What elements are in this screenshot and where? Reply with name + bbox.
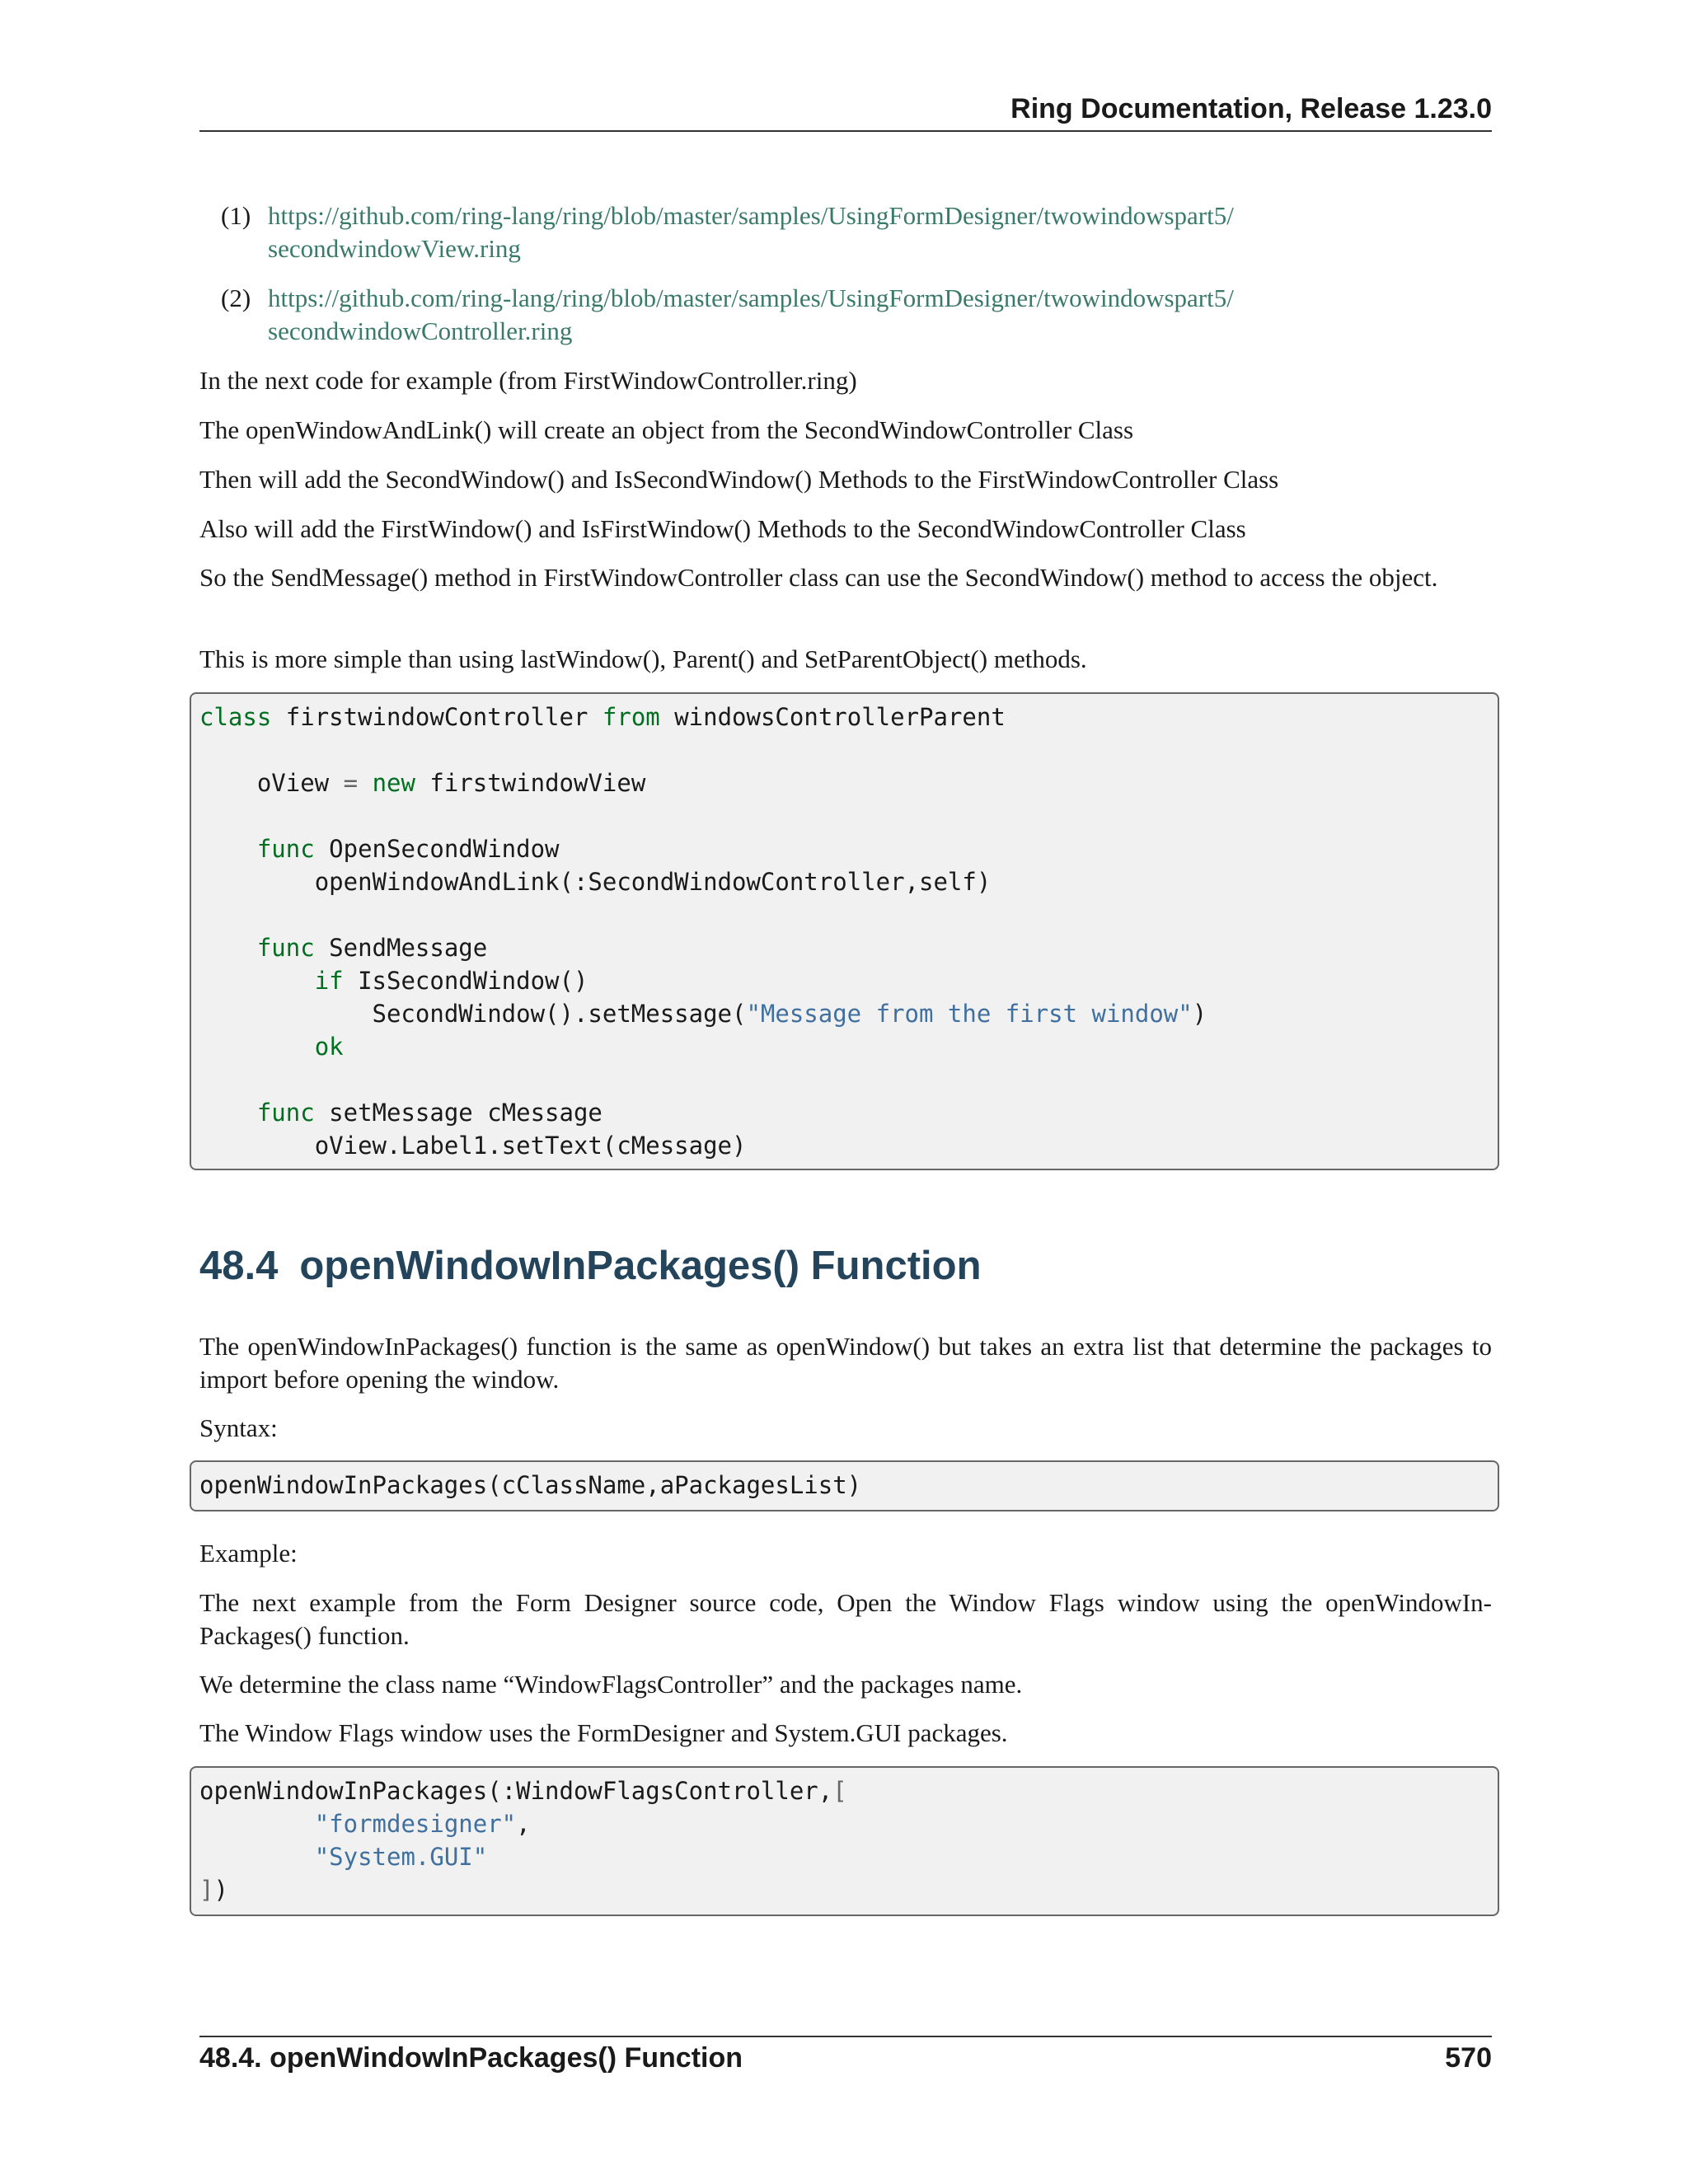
paragraph: Then will add the SecondWindow() and IsSecondWindow() Methods to the FirstWindowController Class bbox=[199, 465, 1279, 494]
paragraph: This is more simple than using lastWindow(), Parent() and SetParentObject() methods. bbox=[199, 644, 1087, 673]
page-number: 570 bbox=[1445, 2042, 1492, 2074]
code-block-controller bbox=[190, 692, 1499, 1170]
section-intro: The openWindowInPackages() function is the same as openWindow() but takes an extra list that determine the packages to import before opening the window. bbox=[199, 1332, 1492, 1394]
paragraph: We determine the class name “WindowFlagsController” and the packages name. bbox=[199, 1670, 1023, 1699]
paragraph: Also will add the FirstWindow() and IsFirstWindow() Methods to the SecondWindowController Class bbox=[199, 514, 1246, 543]
section-heading bbox=[199, 1243, 982, 1289]
list-number: (2) bbox=[221, 284, 251, 312]
github-link-controller[interactable] bbox=[268, 282, 1234, 348]
syntax-code: openWindowInPackages(cClassName,aPackagesList) bbox=[199, 1471, 862, 1499]
link-text-line2: secondwindowView.ring bbox=[268, 234, 521, 263]
section-title-text: openWindowInPackages() Function bbox=[299, 1244, 982, 1288]
section-number: 48.4 bbox=[199, 1244, 279, 1288]
link-text-line1: https://github.com/ring-lang/ring/blob/master/samples/UsingFormDesigner/twowindowspart5/ bbox=[268, 201, 1234, 230]
paragraph: In the next code for example (from FirstWindowController.ring) bbox=[199, 366, 857, 395]
github-link-view[interactable] bbox=[268, 199, 1234, 265]
code-listing: openWindowInPackages(:WindowFlagsController,[ "formdesigner", "System.GUI" ]) bbox=[199, 1777, 847, 1904]
syntax-label: Syntax: bbox=[199, 1413, 278, 1442]
paragraph: The Window Flags window uses the FormDesigner and System.GUI packages. bbox=[199, 1718, 1008, 1747]
code-block-syntax bbox=[190, 1460, 1499, 1511]
example-label: Example: bbox=[199, 1539, 298, 1568]
link-text-line1: https://github.com/ring-lang/ring/blob/master/samples/UsingFormDesigner/twowindowspart5/ bbox=[268, 284, 1234, 312]
code-block-example bbox=[190, 1766, 1499, 1916]
paragraph: The openWindowAndLink() will create an object from the SecondWindowController Class bbox=[199, 415, 1134, 444]
link-text-line2: secondwindowController.ring bbox=[268, 316, 573, 345]
header-divider bbox=[199, 130, 1492, 132]
running-header: Ring Documentation, Release 1.23.0 bbox=[1010, 93, 1492, 124]
paragraph: The next example from the Form Designer source code, Open the Window Flags window using the openWindowIn- Packages() function. bbox=[199, 1588, 1492, 1650]
footer-divider bbox=[199, 2036, 1492, 2037]
paragraph: So the SendMessage() method in FirstWindowController class can use the SecondWindow() method to access the object. bbox=[199, 563, 1438, 592]
code-listing: class firstwindowController from windowsControllerParent oView = new firstwindowView func OpenSecondWindow openWindowAndLink(:SecondWindowController,self) func SendMessage if IsSecondWindow() SecondWindow().setMessage("Message from the first window") ok func setMessage cMessage oView.Label1.setText(cMessage) bbox=[199, 703, 1207, 1160]
footer-section-title: 48.4. openWindowInPackages() Function bbox=[199, 2042, 743, 2074]
list-number: (1) bbox=[221, 201, 251, 230]
